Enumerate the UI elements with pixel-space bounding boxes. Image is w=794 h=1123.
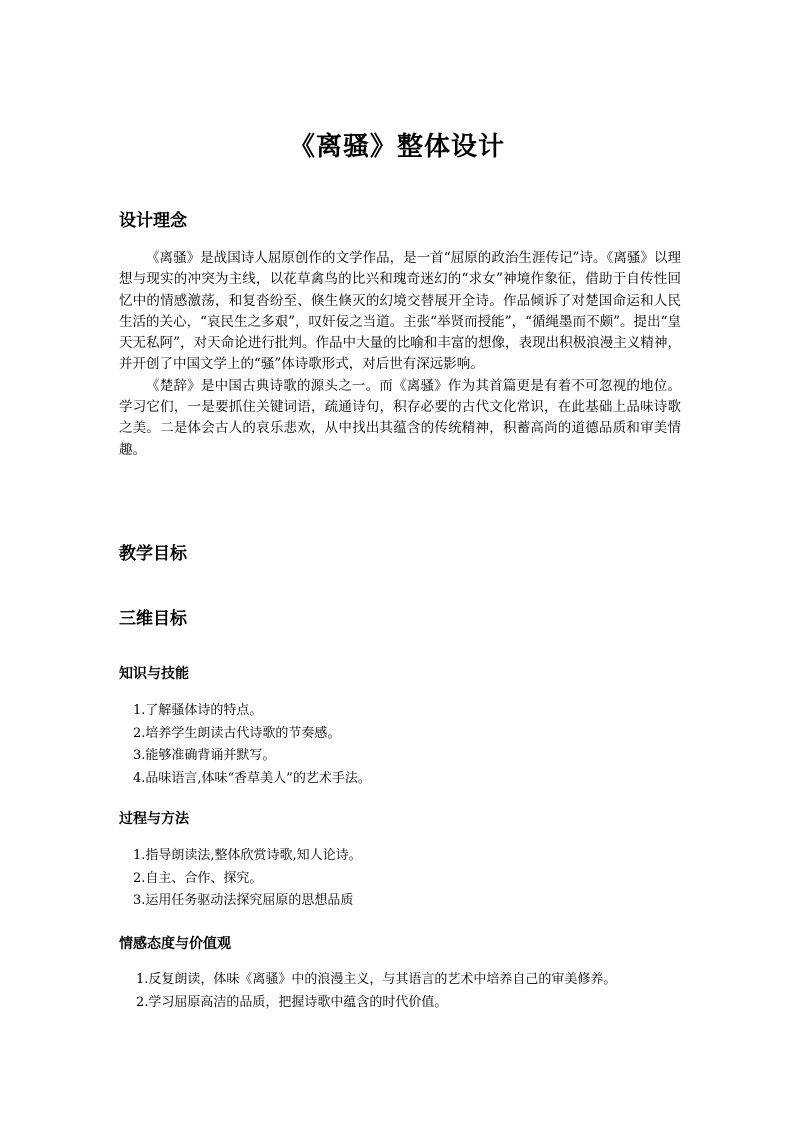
list-item: 1.反复朗读，体味《离骚》中的浪漫主义，与其语言的艺术中培养自己的审美修养。 [136,972,617,987]
list-item: 2.学习屈原高洁的品质，把握诗歌中蕴含的时代价值。 [136,994,448,1010]
design-concept-body [119,248,681,461]
list-item: 3.能够准确背诵并默写。 [133,748,276,763]
document-title: 《离骚》整体设计 [288,132,505,162]
list-item: 2.自主、合作、探究。 [133,870,263,886]
list-item: 1.了解骚体诗的特点。 [133,703,263,718]
heading-teaching-goals: 教学目标 [119,544,187,564]
emotion-values-list [136,969,616,1014]
heading-process-methods: 过程与方法 [119,811,189,827]
heading-three-dimensional-goals: 三维目标 [119,609,187,629]
heading-emotion-values: 情感态度与价值观 [119,936,231,952]
list-item: 2.培养学生朗读古代诗歌的节奏感。 [133,725,341,741]
knowledge-skills-list [133,700,371,790]
process-methods-list [133,845,362,913]
list-item: 3.运用任务驱动法探究屈原的思想品质 [133,893,354,908]
heading-knowledge-skills: 知识与技能 [119,666,189,682]
list-item: 4.品味语言,体味“香草美人”的艺术手法。 [133,770,371,786]
heading-design-concept: 设计理念 [119,211,187,231]
design-concept-paragraph-2: 《楚辞》是中国古典诗歌的源头之一。而《离骚》作为其首篇更是有着不可忽视的地位。学习它们，一是要抓住关键词语，疏通诗句，积存必要的古代文化常识，在此基础上品味诗歌之美。二是体会古人的哀乐悲欢，从中找出其蕴含的传统精神，积蓄高尚的道德品质和审美情趣。 [119,377,681,458]
list-item: 1.指导朗读法,整体欣赏诗歌,知人论诗。 [133,848,362,863]
design-concept-paragraph-1: 《离骚》是战国诗人屈原创作的文学作品，是一首“屈原的政治生涯传记”诗。《离骚》以理想与现实的冲突为主线，以花草禽鸟的比兴和瑰奇迷幻的“求女”神境作象征，借助于自传性回忆中的情感激荡，和复沓纷至、倏生倏灭的幻境交替展开全诗。作品倾诉了对楚国命运和人民生活的关心，“哀民生之多艰”，叹奸佞之当道。主张“举贤而授能”，“循绳墨而不颇”。提出“皇天无私阿”，对天命论进行批判。作品中大量的比喻和丰富的想像，表现出积极浪漫主义精神，并开创了中国文学上的“骚”体诗歌形式，对后世有深远影响。 [119,250,681,373]
